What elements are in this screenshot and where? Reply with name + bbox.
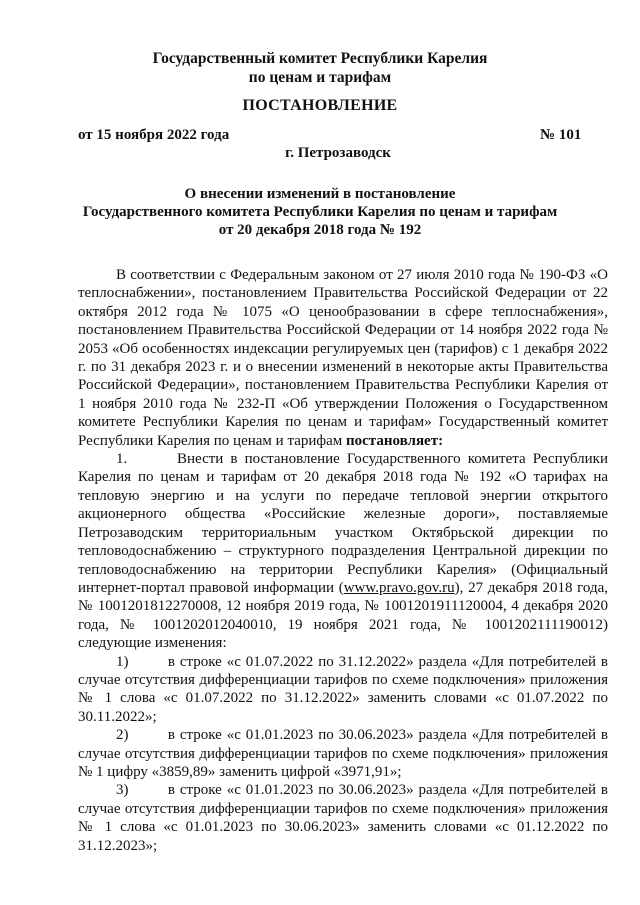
item-1-text: Внести в постановление Государственного комитета Республики Карелия по ценам и тарифам от 20 декабря 2018 года № 192 «О тарифах на тепловую энергию и на услуги по передаче тепловой энергии открытого акционерного общества «Российские железные дороги», поставляемые Петрозаводским территориальным участком Октябрьской дирекции по тепловодоснабжению – структурного подразделения Центральной дирекции по тепловодоснабжению на территории Республики Карелия» (Официальный интернет-портал правовой информации ( [78,451,608,596]
document-date: от 15 ноября 2022 года [78,127,230,143]
preamble-paragraph [78,266,608,450]
decision-word: постановляет: [346,432,444,449]
subitem-3-text: в строке «с 01.01.2023 по 30.06.2023» раздела «Для потребителей в случае отсутствия дифференциации тарифов по схеме подключения» приложения № 1 слова «с 01.01.2023 по 30.06.2023» заменить словами «с 01.12.2022 по 31.12.2023»; [78,782,609,854]
document-city: г. Петрозаводск [285,145,391,161]
subitem-1-marker: 1) [116,653,129,670]
item-1-marker: 1. [116,451,128,468]
title-line3: от 20 декабря 2018 года № 192 [218,222,422,238]
document-body [78,266,608,855]
document-type: ПОСТАНОВЛЕНИЕ [242,97,398,114]
title-line2: Государственного комитета Республики Карелия по ценам и тарифам [82,204,558,220]
subitem-1-paragraph [78,653,608,727]
subitem-2-text: в строке «с 01.01.2023 по 30.06.2023» раздела «Для потребителей в случае отсутствия дифференциации тарифов по схеме подключения» приложения № 1 цифру «3859,89» заменить цифрой «3971,91»; [78,727,609,780]
item-1-paragraph [78,450,608,652]
item-1-text-continued: ), 27 декабря 2018 года, № 1001201812270008, 12 ноября 2019 года, № 1001201911120004, 4 декабря 2020 года, № 1001202012040010, 19 ноября 2021 года, № 1001202111190012) следующие изменения: [78,579,608,652]
org-name-line1: Государственный комитет Республики Карелия [152,50,488,67]
pravo-link[interactable]: www.pravo.gov.ru [343,579,455,596]
org-name-line2: по ценам и тарифам [248,69,392,86]
subitem-3-marker: 3) [116,782,129,799]
title-line1: О внесении изменений в постановление [184,186,456,202]
subitem-1-text: в строке «с 01.07.2022 по 31.12.2022» раздела «Для потребителей в случае отсутствия дифференциации тарифов по схеме подключения» приложения № 1 слова «с 01.07.2022 по 31.12.2022» заменить словами «с 01.07.2022 по 30.11.2022»; [78,653,609,725]
subitem-3-paragraph [78,781,608,855]
document-number: № 101 [540,127,582,143]
subitem-2-paragraph [78,726,608,781]
preamble-text: В соответствии с Федеральным законом от 27 июля 2010 года № 190-ФЗ «О теплоснабжении», постановлением Правительства Российской Федерации от 22 октября 2012 года № 1075 «О ценообразовании в сфере теплоснабжения», постановлением Правительства Российской Федерации от 14 ноября 2022 года № 2053 «Об особенностях индексации регулируемых цен (тарифов) с 1 декабря 2022 г. по 31 декабря 2023 г. и о внесении изменений в некоторые акты Правительства Российской Федерации», постановлением Правительства Республики Карелия от 1 ноября 2010 года № 232-П «Об утверждении Положения о Государственном комитете Республики Карелия по ценам и тарифам» Государственный комитет Республики Карелия по ценам и тарифам [78,267,608,449]
subitem-2-marker: 2) [116,727,129,744]
